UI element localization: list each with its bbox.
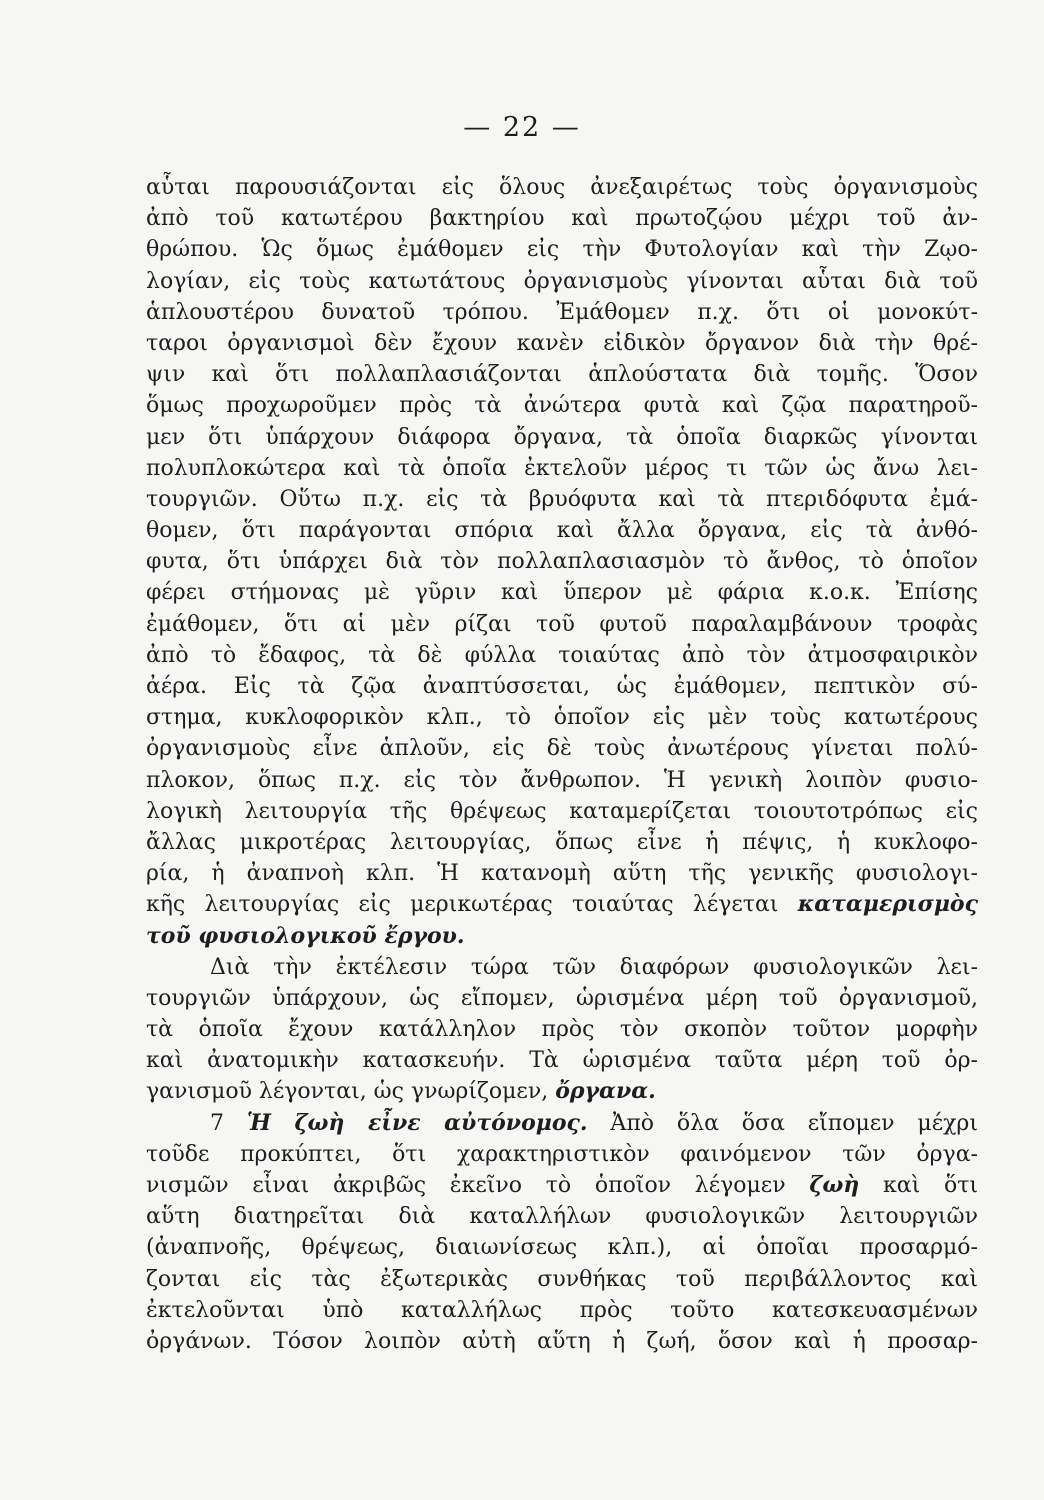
text-line: ζονται εἰς τὰς ἐξωτερικὰς συνθήκας τοῦ περιβάλλοντος καὶ: [146, 1266, 978, 1292]
text-line: Διὰ τὴν ἐκτέλεσιν τώρα τῶν διαφόρων φυσιολογικῶν λει-: [210, 954, 978, 980]
text-line: ἀπὸ τοῦ κατωτέρου βακτηρίου καὶ πρωτοζῴου μέχρι τοῦ ἀν-: [146, 206, 978, 232]
emphasized-term: ζωὴ: [809, 1172, 860, 1198]
text-line: [146, 1170, 978, 1201]
text-line: φέρει στήμονας μὲ γῦριν καὶ ὕπερον μὲ φάρια κ.ο.κ. Ἐπίσης: [146, 580, 978, 606]
section-number: 7: [210, 1110, 247, 1136]
text-line: τουργιῶν ὑπάρχουν, ὡς εἴπομεν, ὡρισμένα μέρη τοῦ ὀργανισμοῦ,: [146, 985, 978, 1011]
text-line: ταροι ὀργανισμοὶ δὲν ἔχουν κανὲν εἰδικὸν ὄργανον διὰ τὴν θρέ-: [146, 330, 978, 356]
text-line: (ἀναπνοῆς, θρέψεως, διαιωνίσεως κλπ.), αἱ ὁποῖαι προσαρμό-: [146, 1235, 978, 1261]
text-line: ἐκτελοῦνται ὑπὸ καταλλήλως πρὸς τοῦτο κατεσκευασμένων: [146, 1297, 978, 1323]
text-line: αὕτη διατηρεῖται διὰ καταλλήλων φυσιολογικῶν λειτουργιῶν: [146, 1204, 978, 1230]
text-line: τουργιῶν. Οὕτω π.χ. εἰς τὰ βρυόφυτα καὶ τὰ πτεριδόφυτα ἐμά-: [146, 486, 978, 512]
text-line: ὀργανισμοὺς εἶνε ἁπλοῦν, εἰς δὲ τοὺς ἀνωτέρους γίνεται πολύ-: [146, 736, 978, 762]
text-line: ρία, ἡ ἀναπνοὴ κλπ. Ἡ κατανομὴ αὕτη τῆς γενικῆς φυσιολογι-: [146, 861, 978, 887]
text-line: ψιν καὶ ὅτι πολλαπλασιάζονται ἁπλούστατα διὰ τομῆς. Ὅσον: [146, 362, 978, 388]
emphasized-term: καταμερισμὸς: [797, 891, 978, 918]
text-line: [146, 921, 978, 952]
text-line: [146, 889, 978, 920]
text-line: ἐμάθομεν, ὅτι αἱ μὲν ρίζαι τοῦ φυτοῦ παραλαμβάνουν τροφὰς: [146, 611, 978, 637]
line-text: Ἀπὸ ὅλα ὅσα εἴπομεν μέχρι: [587, 1110, 978, 1136]
text-line: πλοκον, ὅπως π.χ. εἰς τὸν ἄνθρωπον. Ἡ γενικὴ λοιπὸν φυσιο-: [146, 767, 978, 793]
line-text: γανισμοῦ λέγονται, ὡς γνωρίζομεν,: [146, 1079, 556, 1105]
section-title: Ἡ ζωὴ εἶνε αὐτόνομος.: [246, 1109, 588, 1136]
body-text: [146, 172, 978, 1357]
text-line: τοῦδε προκύπτει, ὅτι χαρακτηριστικὸν φαινόμενον τῶν ὀργα-: [146, 1141, 978, 1167]
page-number: — 22 —: [463, 112, 581, 143]
text-line: ἀέρα. Εἰς τὰ ζῷα ἀναπτύσσεται, ὡς ἐμάθομεν, πεπτικὸν σύ-: [146, 674, 978, 699]
text-line: ὅμως προχωροῦμεν πρὸς τὰ ἀνώτερα φυτὰ καὶ ζῷα παρατηροῦ-: [146, 393, 978, 419]
emphasized-term: ὄργανα.: [555, 1078, 656, 1105]
text-line: λογικὴ λειτουργία τῆς θρέψεως καταμερίζεται τοιουτοτρόπως εἰς: [146, 798, 978, 824]
text-line: ἄλλας μικροτέρας λειτουργίας, ὅπως εἶνε ἡ πέψις, ἡ κυκλοφο-: [146, 829, 978, 855]
text-line: τὰ ὁποῖα ἔχουν κατάλληλον πρὸς τὸν σκοπὸν τοῦτον μορφὴν: [146, 1017, 978, 1043]
text-line: καὶ ἀνατομικὴν κατασκευήν. Τὰ ὡρισμένα ταῦτα μέρη τοῦ ὀρ-: [146, 1048, 978, 1074]
text-line: στημα, κυκλοφορικὸν κλπ., τὸ ὁποῖον εἰς μὲν τοὺς κατωτέρους: [146, 705, 978, 731]
text-line: φυτα, ὅτι ὑπάρχει διὰ τὸν πολλαπλασιασμὸν τὸ ἄνθος, τὸ ὁποῖον: [146, 549, 978, 575]
section-heading-line: [146, 1108, 978, 1139]
text-line: αὗται παρουσιάζονται εἰς ὅλους ἀνεξαιρέτως τοὺς ὀργανισμοὺς: [146, 175, 978, 200]
text-line: λογίαν, εἰς τοὺς κατωτάτους ὀργανισμοὺς γίνονται αὗται διὰ τοῦ: [146, 268, 978, 294]
text-line: πολυπλοκώτερα καὶ τὰ ὁποῖα ἐκτελοῦν μέρος τι τῶν ὡς ἄνω λει-: [146, 455, 978, 481]
line-text: καὶ ὅτι: [859, 1173, 978, 1198]
line-text: κῆς λειτουργίας εἰς μερικωτέρας τοιαύτας λέγεται: [146, 892, 798, 918]
emphasized-term: τοῦ φυσιολογικοῦ ἔργου.: [146, 922, 465, 949]
text-line: ἀπὸ τὸ ἔδαφος, τὰ δὲ φύλλα τοιαύτας ἀπὸ τὸν ἀτμοσφαιρικὸν: [146, 642, 978, 668]
text-line: θομεν, ὅτι παράγονται σπόρια καὶ ἄλλα ὄργανα, εἰς τὰ ἀνθό-: [146, 518, 978, 544]
text-line: μεν ὅτι ὑπάρχουν διάφορα ὄργανα, τὰ ὁποῖα διαρκῶς γίνονται: [146, 424, 978, 450]
text-line: θρώπου. Ὡς ὅμως ἐμάθομεν εἰς τὴν Φυτολογίαν καὶ τὴν Ζῳο-: [146, 237, 978, 263]
text-line: [146, 1076, 978, 1107]
text-line: ἁπλουστέρου δυνατοῦ τρόπου. Ἐμάθομεν π.χ. ὅτι οἱ μονοκύτ-: [146, 299, 978, 325]
text-line: ὀργάνων. Τόσον λοιπὸν αὐτὴ αὕτη ἡ ζωή, ὅσον καὶ ἡ προσαρ-: [146, 1328, 978, 1354]
line-text: νισμῶν εἶναι ἀκριβῶς ἐκεῖνο τὸ ὁποῖον λέγομεν: [146, 1173, 810, 1198]
